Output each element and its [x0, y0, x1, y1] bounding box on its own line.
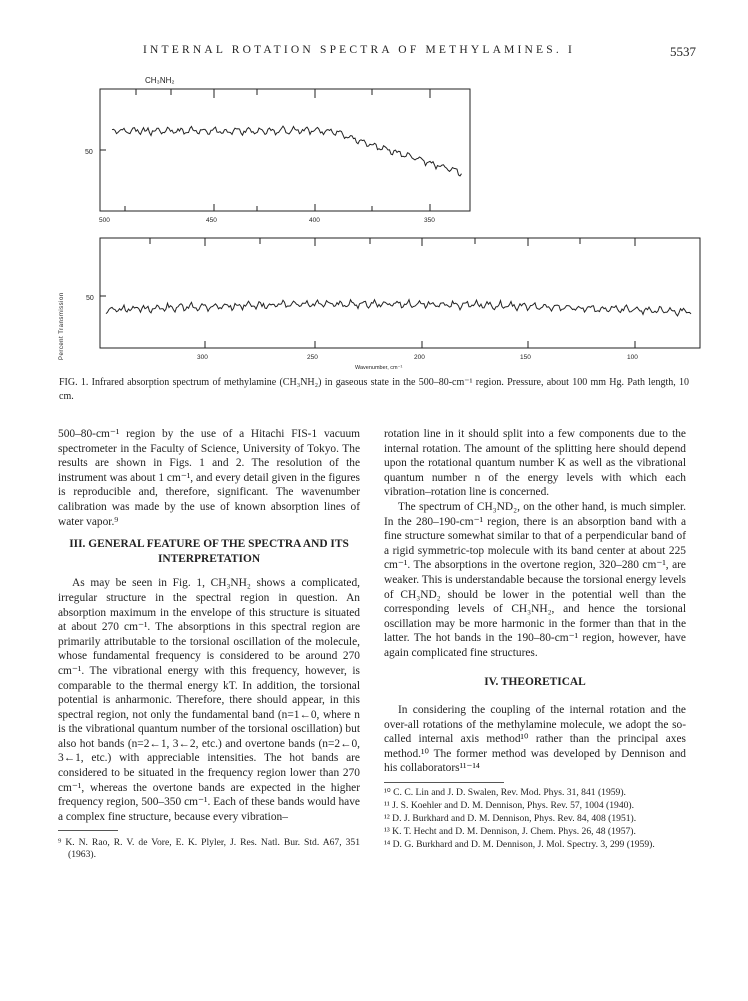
- left-column: [58, 427, 360, 862]
- panel1-x-tick-1: 450: [206, 217, 217, 224]
- panel2-frame: [100, 238, 700, 348]
- right-paragraph-2: The spectrum of CH₃ND₂, on the other hand, is much simpler. In the 280–190-cm⁻¹ region, there is an absorption band with a fine structure somewhat similar to that of a perpendicular band of a rigid symmetric-top molecule with its band center at about 225 cm⁻¹. The absorptions in the overtone region, 320–280 cm⁻¹, are weaker. This is understandable because the torsional energy levels of CH₃ND₂ should be lower in the potential well than the corresponding levels of CH₃NH₂, and hence the torsional oscillation may be more harmonic in the former than that in the latter. The hot bands in the 190–80-cm⁻¹ region, however, have again complicated fine structures.: [384, 500, 686, 659]
- footnote-14: ¹⁴ D. G. Burkhard and D. M. Dennison, J. Mol. Spectry. 3, 299 (1959).: [384, 839, 655, 851]
- right-paragraph-3: In considering the coupling of the internal rotation and the over-all rotations of the methylamine molecule, we adopt the so-called internal axis method¹⁰ rather than the principal axes method.¹⁰ The former method was developed by Dennison and his collaborators¹¹⁻¹⁴: [384, 704, 686, 775]
- panel2-x-tick-4: 100: [627, 354, 638, 361]
- panel2-x-tick-3: 150: [520, 354, 531, 361]
- footnote-11: ¹¹ J. S. Koehler and D. M. Dennison, Phys. Rev. 57, 1004 (1940).: [384, 800, 635, 812]
- panel2-spectrum-trace: [106, 300, 691, 316]
- footnote-10: ¹⁰ C. C. Lin and J. D. Swalen, Rev. Mod. Phys. 31, 841 (1959).: [384, 787, 626, 799]
- footnote-13: ¹³ K. T. Hecht and D. M. Dennison, J. Chem. Phys. 26, 48 (1957).: [384, 826, 636, 838]
- running-title: INTERNAL ROTATION SPECTRA OF METHYLAMINES. I: [143, 44, 576, 56]
- section-heading-iii: III. GENERAL FEATURE OF THE SPECTRA AND ITS INTERPRETATION: [69, 538, 349, 565]
- panel1-y-tick: 50: [85, 149, 93, 156]
- x-axis-label: Wavenumber, cm⁻¹: [355, 365, 403, 370]
- panel2-y-tick: 50: [86, 295, 94, 302]
- footnote-rule-right: [384, 782, 504, 783]
- panel2-x-tick-1: 250: [307, 354, 318, 361]
- panel2-x-tick-0: 300: [197, 354, 208, 361]
- right-column: [384, 427, 686, 852]
- panel1-spectrum-trace: [112, 126, 462, 176]
- spectrum-figure: [0, 70, 748, 370]
- page-number: 5537: [670, 44, 696, 59]
- footnote-rule: [58, 830, 118, 831]
- panel1-frame: [100, 89, 470, 211]
- y-axis-label: Percent Transmission: [59, 292, 65, 360]
- footnote-12: ¹² D. J. Burkhard and D. M. Dennison, Phys. Rev. 84, 408 (1951).: [384, 813, 637, 825]
- right-paragraph-1: rotation line in it should split into a few components due to the internal rotation. The amount of the splitting here should depend upon the rotational quantum number K as well as the vibrational quantum number n of the energy levels with which each vibration–rotation line is concerned.: [384, 428, 686, 499]
- figure-caption: FIG. 1. Infrared absorption spectrum of methylamine (CH₃NH₂) in gaseous state in the 500–80-cm⁻¹ region. Pressure, about 100 mm Hg. Path length, 10 cm.: [59, 377, 689, 402]
- panel1-x-tick-3: 350: [424, 217, 435, 224]
- left-paragraph-1: 500–80-cm⁻¹ region by the use of a Hitachi FIS-1 vacuum spectrometer in the Faculty of Science, University of Tokyo. The results are shown in Figs. 1 and 2. The resolution of the instrument was about 1 cm⁻¹, and every detail given in the figures is reproducible and, therefore, significant. The wavenumber calibration was made by the use of known absorption lines of water vapor.⁹: [58, 428, 360, 528]
- footnote-9: ⁹ K. N. Rao, R. V. de Vore, E. K. Plyler, J. Res. Natl. Bur. Std. A67, 351 (1963).: [58, 837, 360, 861]
- panel2-ticks: [100, 238, 635, 348]
- panel2-x-tick-2: 200: [414, 354, 425, 361]
- compound-label: CH₃NH₂: [145, 76, 175, 85]
- left-paragraph-2: As may be seen in Fig. 1, CH₃NH₂ shows a complicated, irregular structure in the spectral region in question. An absorption maximum in the envelope of this structure is situated at about 270 cm⁻¹. The absorptions in this spectral region are primarily attributable to the torsional oscillation of the molecule, whose fundamental frequency is considered to be around 270 cm⁻¹. The vibrational energy with this frequency, however, is comparable to the thermal energy kT. In addition, the torsional potential is anharmonic. Therefore, there should appear, in this spectral region, not only the fundamental band (n=1←0, where n is the vibrational quantum number of the torsional oscillation) but also hot bands (n=2←1, 3←2, etc.) and overtone bands (n=2←0, 3←1, etc.) with appreciable intensities. The hot bands are considered to be situated in the frequency region lower than 270 cm⁻¹, whereas the overtone bands are expected in the higher frequency region, 500–350 cm⁻¹. Each of these bands would have a complex fine structure, because every vibration–: [58, 577, 360, 823]
- panel1-x-tick-2: 400: [309, 217, 320, 224]
- section-heading-iv: IV. THEORETICAL: [484, 675, 586, 688]
- panel1-x-tick-0: 500: [99, 217, 110, 224]
